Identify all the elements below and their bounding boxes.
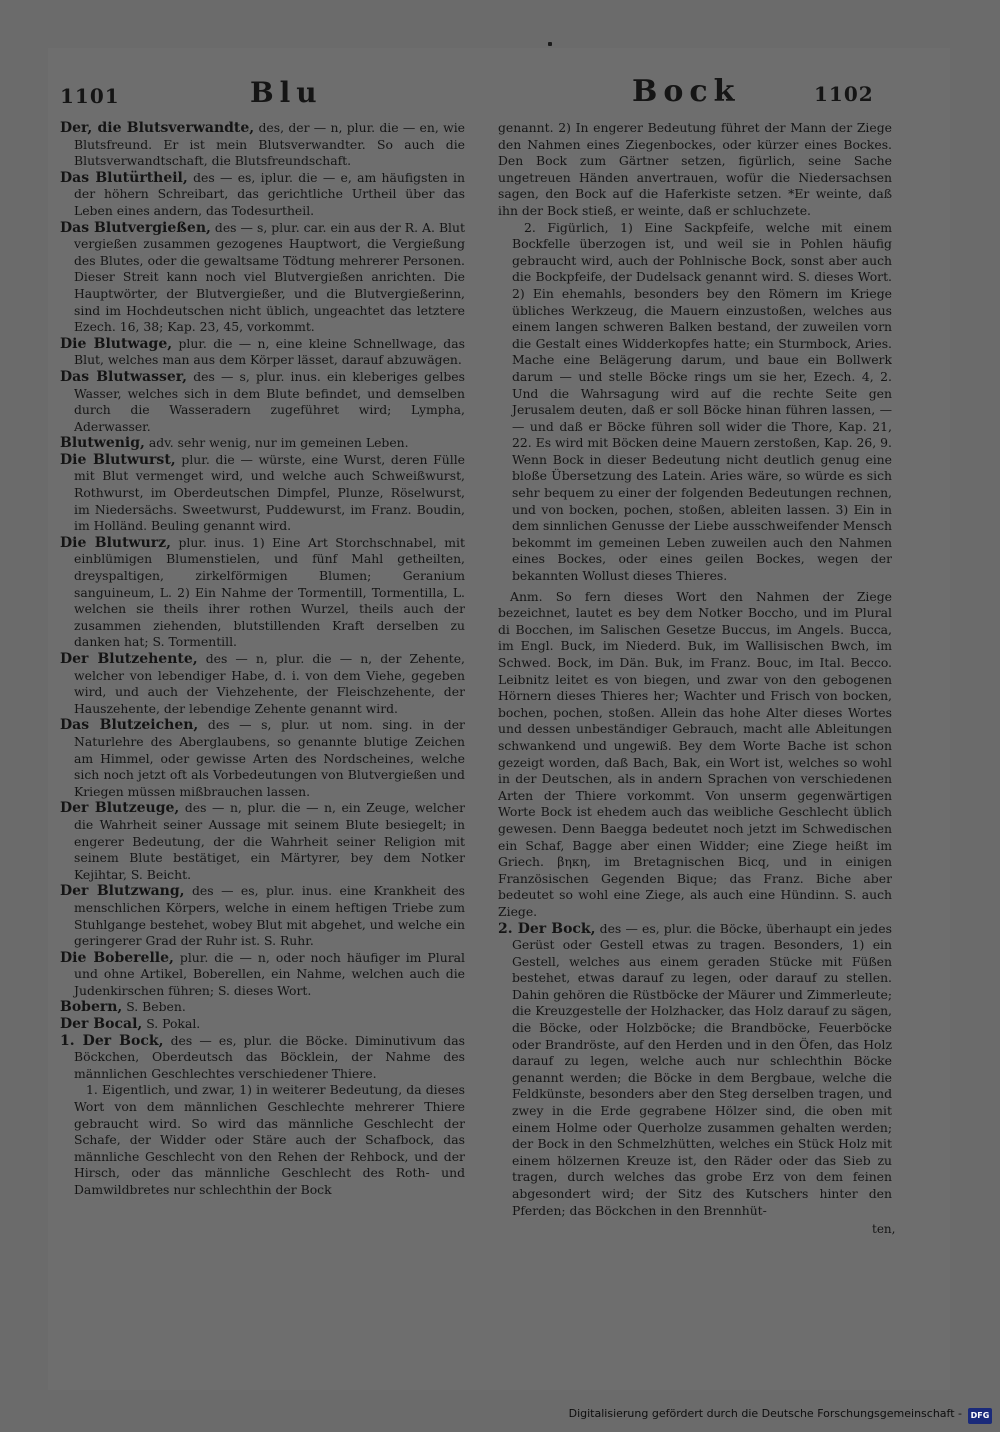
dictionary-entry — [60, 717, 465, 800]
dictionary-entry — [60, 369, 465, 435]
entry-lemma: Das Blutzeichen, — [60, 717, 199, 734]
entry-text: des — s, plur. ut nom. sing. in der Naturlehre des Aberglaubens, so genannte blutige Zeichen am Himmel, oder gewisse Arten des Nordscheines, welche sich noch jetzt oft als Vorbedeutungen von Blutvergießen und Kriegen müssen mißbrauchen lassen. — [74, 717, 465, 799]
entry-text: des — es, plur. die Böcke, überhaupt ein jedes Gerüst oder Gestell etwas zu tragen. Besonders, 1) ein Gestell, welches aus einem geraden Stücke mit Füßen bestehet, etwas darauf zu legen, oder darauf zu stellen. Dahin gehören die Rüstböcke der Mäurer und Zimmerleute; die Kreuzgestelle der Holzhacker, das Holz darauf zu sägen, die Böcke, oder Holzböcke; die Brandböcke, Feuerböcke oder Brandröste, auf den Herden und in den Öfen, das Holz darauf zu legen, welche auch nur schlechthin Böcke genannt werden; die Böcke in dem Bergbaue, welche die Feldkünste, besonders aber den Steg derselben tragen, und zwey in die Erde gegrabene Hölzer sind, die oben mit einem Holme oder Querholze zusammen gehalten werden; der Bock in den Schmelzhütten, welches ein Stück Holz mit einem hölzernen Kreuze ist, den Räder oder das Sieb zu tragen, durch welches das grobe Erz von dem feinen abgesondert wird; der Sitz des Kutschers hinter den Pferden; das Böckchen in den Brennhüt- — [512, 920, 892, 1218]
entry-text: des — n, plur. die — n, der Zehente, welcher von lebendiger Habe, d. i. von dem Viehe, gegeben wird, und auch der Viehzehente, der Fleischzehente, der Hauszehente, der lebendige Zehente genannt wird. — [74, 651, 465, 716]
entry-text: des — s, plur. car. ein aus der R. A. Blut vergießen zusammen gezogenes Hauptwort, die Vergießung des Blutes, oder die gewaltsame Tödtung mehrerer Personen. Dieser Streit kann noch viel Blutvergießen anrichten. Die Hauptwörter, der Blutvergießer, und die Blutvergießerinn, sind im Hochdeutschen nicht üblich, ungeachtet das letztere Ezech. 16, 38; Kap. 23, 45, vorkommt. — [74, 219, 465, 335]
dfg-logo: DFG — [968, 1408, 992, 1424]
entry-lemma: Der Blutzehente, — [60, 651, 198, 667]
entry-text: des — es, plur. die Böcke. Diminutivum das Böckchen, Oberdeutsch das Böcklein, der Nahme des männlichen Geschlechtes verschiedener Thiere. — [74, 1032, 465, 1081]
footer-bar — [0, 1394, 1000, 1432]
entry-text: plur. die — würste, eine Wurst, deren Fülle mit Blut vermenget wird, und welche auch Schweißwurst, Rothwurst, im Oberdeutschen Dimpfel, Plunze, Röselwurst, im Niedersächs. Sweetwurst, Puddewurst, im Franz. Boudin, im Holländ. Beuling genannt wird. — [74, 451, 465, 534]
dictionary-entry — [60, 1033, 465, 1083]
dictionary-entry — [60, 999, 465, 1016]
dictionary-entry — [60, 170, 465, 220]
left-column — [60, 120, 465, 1205]
entry-text: des — s, plur. inus. ein kleberiges gelbes Wasser, welches sich in dem Blute befindet, und demselben durch die Wasseradern zugeführet wird; Lympha, Aderwasser. — [74, 368, 465, 434]
dictionary-entry — [60, 1016, 465, 1033]
catchword: ten, — [872, 1222, 896, 1236]
dictionary-entry — [60, 883, 465, 949]
entry-lemma: Der Bocal, — [60, 1016, 143, 1033]
etymology-note: Anm. So fern dieses Wort den Nahmen der Ziege bezeichnet, lautet es bey dem Notker Boccho, und im Plural di Bocchen, im Salischen Gesetze Buccus, im Angels. Bucca, im Engl. Buck, im Niederd. Buk, im Wallisischen Bwch, im Schwed. Bock, im Dän. Buk, im Franz. Bouc, im Ital. Becco. Leibnitz leitet es von biegen, und zwar von den gebogenen Hörnern dieses Thieres her; Wachter und Frisch von bocken, bochen, pochen, stoßen. Allein das hohe Alter dieses Wortes und dessen unbeständiger Gebrauch, macht alle Ableitungen schwankend und ungewiß. Bey dem Worte Bache ist schon gezeigt worden, daß Bach, Bak, ein Wort ist, welches so wohl in der Deutschen, als in andern Sprachen von verschiedenen Arten der Thiere vorkommt. Von unserm gegenwärtigen Worte Bock ist ehedem auch das weibliche Geschlecht üblich gewesen. Denn Baegga bedeutet noch jetzt im Schwedischen ein Schaf, Bagge aber einen Widder; eine Ziege heißt im Griech. βηκη, im Bretagnischen Bicq, und in einigen Französischen Gegenden Bique; das Franz. Biche aber bedeutet so wohl eine Ziege, als auch eine Hündinn. S. auch Ziege. — [498, 588, 892, 919]
dictionary-entry — [60, 120, 465, 170]
dictionary-entry — [60, 651, 465, 717]
dictionary-entry — [60, 336, 465, 369]
right-column — [498, 120, 892, 1225]
running-headword-left: Blu — [250, 76, 323, 109]
entry-lemma: Die Blutwurst, — [60, 451, 176, 468]
entry-text: S. Beben. — [126, 999, 186, 1015]
running-headword-right: Bock — [632, 74, 741, 109]
entry-text: S. Pokal. — [146, 1016, 201, 1032]
entry-text: plur. die — n, eine kleine Schnellwage, das Blut, welches man aus dem Körper lässet, darauf abzuwägen. — [74, 335, 465, 368]
entry-text: des, der — n, plur. die — en, wie Blutsfreund. Er ist mein Blutsverwandter. So auch die Blutsverwandtschaft, die Blutsfreundschaft. — [74, 120, 465, 169]
entry-lemma: Die Blutwurz, — [60, 534, 171, 551]
dictionary-entry — [60, 435, 465, 452]
page-number-right: 1102 — [814, 82, 874, 106]
entry-text: plur. die — n, oder noch häufiger im Plural und ohne Artikel, Boberellen, ein Nahme, welchen auch die Judenkirschen führen; S. dieses Wort. — [74, 949, 465, 998]
entry-lemma: Das Blutvergießen, — [60, 219, 211, 236]
dictionary-entry — [60, 950, 465, 1000]
entry-text: des — n, plur. die — n, ein Zeuge, welcher die Wahrheit seiner Aussage mit seinem Blute besiegelt; in engerer Bedeutung, der die Wahrheit seiner Religion mit seinem Blute bestätiget, ein Märtyrer, bey dem Notker Kejihtar, S. Beicht. — [74, 800, 465, 882]
bock-sense-2: 2. Figürlich, 1) Eine Sackpfeife, welche mit einem Bockfelle überzogen ist, und weil sie in Pohlen häufig gebraucht wird, auch der Pohlnische Bock, sonst aber auch die Bockpfeife, der Dudelsack genannt wird. S. dieses Wort. 2) Ein ehemahls, besonders bey den Römern im Kriege übliches Werkzeug, die Mauern einzustoßen, welches aus einem langen schweren Balken bestand, der zuweilen vorn die Gestalt eines Widderkopfes hatte; ein Sturmbock, Aries. Mache eine Belägerung darum, und baue ein Bollwerk darum — und stelle Böcke rings um sie her, Ezech. 4, 2. Und die Wahrsagung wird auf die rechte Seite gen Jerusalem deuten, daß er soll Böcke hinan führen lassen, — — und daß er Böcke führen soll wider die Thore, Kap. 21, 22. Es wird mit Böcken deine Mauern zerstoßen, Kap. 26, 9. Wenn Bock in dieser Bedeutung nicht deutlich genug eine bloße Übersetzung des Latein. Aries wäre, so würde es sich sehr bequem zu einer der folgenden Bedeutungen rechnen, und von bocken, pochen, stoßen, ableiten lassen. 3) Ein in dem sinnlichen Genusse der Liebe ausschweifender Mensch bekommt im gemeinen Leben zuweilen auch den Nahmen eines Bockes, oder eines geilen Bockes, wegen der bekannten Wollust dieses Thieres. — [512, 219, 892, 584]
dictionary-entry — [60, 535, 465, 651]
page-number-left: 1101 — [60, 84, 120, 108]
entry-text: adv. sehr wenig, nur im gemeinen Leben. — [148, 435, 409, 451]
entry-text: des — es, iplur. die — e, am häufigsten in der höhern Schreibart, das gerichtliche Urtheil über das Leben eines andern, das Todesurtheil. — [74, 169, 465, 218]
funding-notice: Digitalisierung gefördert durch die Deutsche Forschungsgemeinschaft - — [568, 1407, 962, 1420]
entry-lemma: Die Boberelle, — [60, 949, 174, 966]
entry-lemma: Das Blutwasser, — [60, 368, 188, 385]
entry-lemma: 1. Der Bock, — [60, 1032, 164, 1049]
entry-text: plur. inus. 1) Eine Art Storchschnabel, mit einblümigen Blumenstielen, und fünf Mahl getheilten, dreyspaltigen, zirkelförmigen Blumen; Geranium sanguineum, L. 2) Ein Nahme der Tormentill, Tormentilla, L. welchen sie theils ihrer rothen Wurzel, theils auch der zusammen ziehenden, blutstillenden Kraft derselben zu danken hat; S. Tormentill. — [74, 534, 465, 650]
entry-bock-2 — [498, 921, 892, 1220]
entry-text: des — es, plur. inus. eine Krankheit des menschlichen Körpers, welche in einem heftigen Triebe zum Stuhlgange bestehet, wobey Blut mit abgehet, und welche ein geringerer Grad der Ruhr ist. S. Ruhr. — [74, 883, 465, 949]
running-header — [60, 74, 874, 118]
bock-sense-1: 1. Eigentlich, und zwar, 1) in weiterer Bedeutung, da dieses Wort von dem männlichen Geschlechte mehrerer Thiere gebraucht wird. So wird das männliche Geschlecht der Schafe, der Widder oder Stäre auch der Schafbock, das männliche Geschlecht von den Rehen der Rehbock, und der Hirsch, oder das männliche Geschlecht des Roth- und Damwildbretes nur schlechthin der Bock — [74, 1082, 465, 1197]
entry-lemma: Die Blutwage, — [60, 335, 173, 352]
entry-lemma: Der Blutzeuge, — [60, 800, 180, 817]
entry-lemma: Blutwenig, — [60, 435, 145, 452]
ink-speck — [548, 42, 552, 46]
entry-lemma: Der Blutzwang, — [60, 883, 185, 900]
entry-lemma: Das Blutürtheil, — [60, 169, 188, 186]
entry-lemma: 2. Der Bock, — [498, 920, 596, 937]
entry-lemma: Bobern, — [60, 999, 123, 1016]
dictionary-entry — [60, 800, 465, 883]
continued-text: genannt. 2) In engerer Bedeutung führet der Mann der Ziege den Nahmen eines Ziegenbockes, oder kürzer eines Bockes. Den Bock zum Gärtner setzen, figürlich, seine Sache ungetreuen Händen anvertrauen, wofür die Niedersachsen sagen, den Bock auf die Haferkiste setzen. *Er weinte, daß ihn der Bock stieß, er weinte, daß er schluchzete. — [498, 120, 892, 218]
dictionary-entry — [60, 220, 465, 336]
entry-lemma: Der, die Blutsverwandte, — [60, 120, 255, 136]
dictionary-entry — [60, 452, 465, 535]
